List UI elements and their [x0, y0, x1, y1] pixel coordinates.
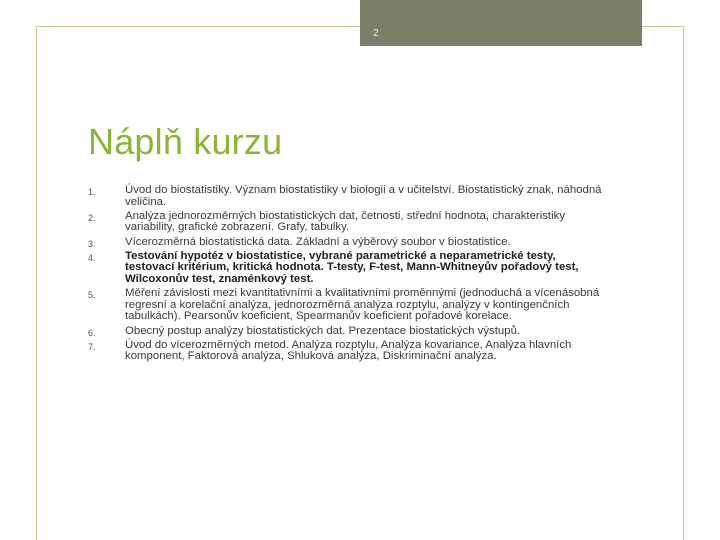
list-item-number: 6.	[88, 327, 96, 338]
list-item-text: Testování hypotéz v biostatistice, vybrané parametrické a neparametrické testy, testovací kritérium, kritická hodnota. T-testy, F-test, Mann-Whitneyův pořadový test, Wilcoxonův test, znaménkový test.	[125, 249, 579, 285]
list-item-text: Úvod do vícerozměrných metod. Analýza rozptylu, Analýza kovariance, Analýza hlavních komponent, Faktorová analýza, Shluková analýza, Diskriminační analýza.	[125, 338, 572, 363]
list-item-text: Úvod do biostatistiky. Význam biostatistiky v biologii a v učitelství. Biostatistický znak, náhodná veličina.	[125, 184, 602, 208]
list-item	[88, 340, 608, 363]
list-item-text: Vícerozměrná biostatistická data. Základní a výběrový soubor v biostatistice.	[125, 235, 511, 248]
slide-title: Náplň kurzu	[88, 121, 283, 162]
list-item-number: 3.	[88, 238, 96, 249]
list-item-text: Obecný postup analýzy biostatistických dat. Prezentace biostatických výstupů.	[125, 324, 521, 337]
course-content-list	[88, 185, 608, 365]
list-item	[88, 251, 608, 286]
list-item-text: Měření závislosti mezi kvantitativními a kvalitativními proměnnými (jednoduchá a vícenásobná regresní a korelační analýza, jednorozměrná analýza rozptylu, analýzy v kontingenčních tabulkách). Pearsonův koeficient, Spearmanův koeficient pořadové korelace.	[125, 287, 600, 323]
list-item	[88, 185, 608, 208]
list-item	[88, 288, 608, 323]
list-item-text: Analýza jednorozměrných biostatistických dat, četnosti, střední hodnota, charakteristiky variability, grafické zobrazení. Grafy, tabulky.	[125, 209, 566, 234]
list-item-number: 1.	[88, 187, 96, 197]
list-item	[88, 211, 608, 234]
list-item-number: 4.	[88, 252, 96, 263]
list-item	[88, 326, 608, 338]
list-item-number: 7.	[88, 341, 96, 352]
list-item-number: 2.	[88, 212, 96, 223]
list-item	[88, 237, 608, 249]
page-number: 2	[373, 28, 379, 39]
page-number-tab	[360, 0, 642, 46]
list-item-number: 5.	[88, 290, 96, 301]
